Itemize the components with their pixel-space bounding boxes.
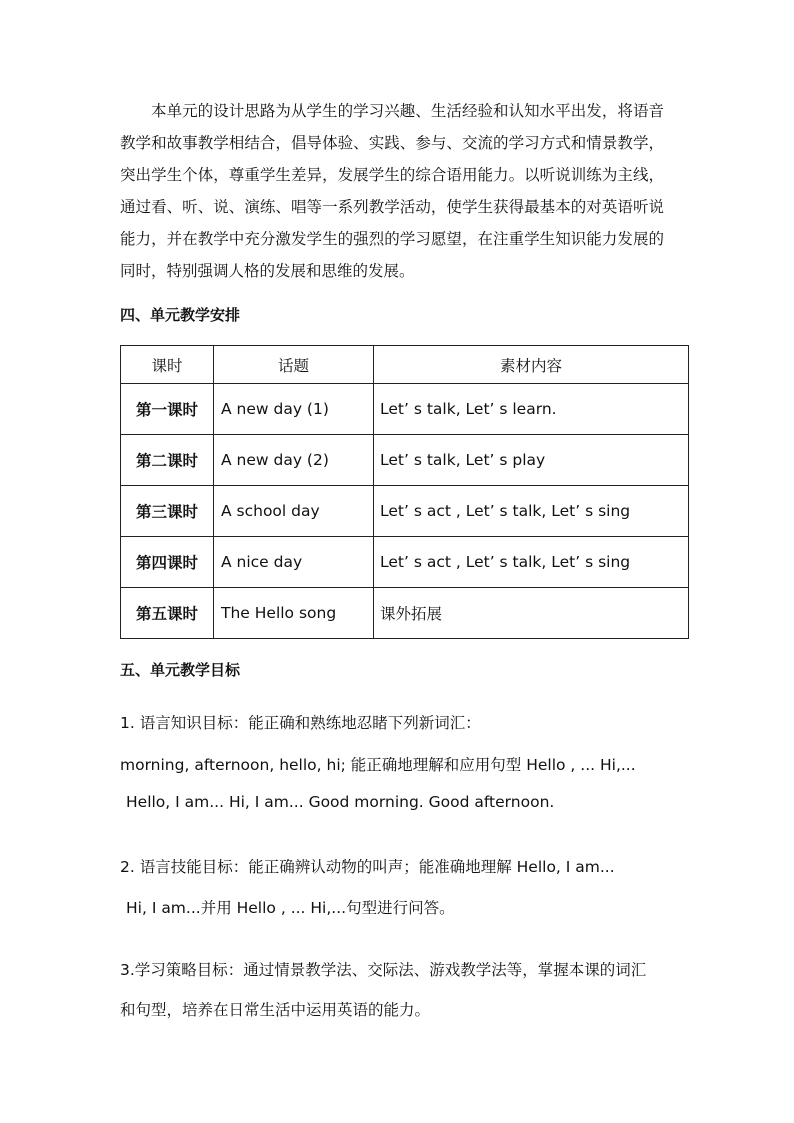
intro-paragraph	[120, 95, 664, 287]
period-cell: 第二课时	[121, 435, 214, 486]
schedule-table	[120, 345, 689, 639]
topic-cell: A new day (1)	[214, 384, 374, 435]
period-cell: 第三课时	[121, 486, 214, 537]
period-cell: 第五课时	[121, 588, 214, 639]
material-cell: Let’ s talk, Let’ s play	[374, 435, 689, 486]
header-material: 素材内容	[374, 346, 689, 384]
section-5-title: 五、单元教学目标	[120, 661, 241, 679]
table-row	[121, 435, 689, 486]
material-cell: 课外拓展	[374, 588, 689, 639]
table-row	[121, 384, 689, 435]
goal-2-line-2: Hi, I am...并用 Hello , ... Hi,...句型进行问答。	[126, 899, 455, 917]
section-4-title: 四、单元教学安排	[120, 306, 241, 324]
material-cell: Let’ s act , Let’ s talk, Let’ s sing	[374, 537, 689, 588]
topic-cell: The Hello song	[214, 588, 374, 639]
period-cell: 第四课时	[121, 537, 214, 588]
topic-cell: A nice day	[214, 537, 374, 588]
topic-cell: A school day	[214, 486, 374, 537]
topic-cell: A new day (2)	[214, 435, 374, 486]
goal-3-line-2: 和句型，培养在日常生活中运用英语的能力。	[120, 1001, 431, 1019]
goal-1-line-1: 1. 语言知识目标：能正确和熟练地忍睹下列新词汇：	[120, 714, 481, 732]
period-cell: 第一课时	[121, 384, 214, 435]
header-period: 课时	[121, 346, 214, 384]
material-cell: Let’ s act , Let’ s talk, Let’ s sing	[374, 486, 689, 537]
table-row	[121, 486, 689, 537]
intro-text: 本单元的设计思路为从学生的学习兴趣、生活经验和认知水平出发，将语音教学和故事教学相结合，倡导体验、实践、参与、交流的学习方式和情景教学，突出学生个体，尊重学生差异，发展学生的综合语用能力。以听说训练为主线，通过看、听、说、演练、唱等一系列教学活动，使学生获得最基本的对英语听说能力，并在教学中充分激发学生的强烈的学习愿望，在注重学生知识能力发展的同时，特别强调人格的发展和思维的发展。	[120, 102, 664, 280]
header-topic: 话题	[214, 346, 374, 384]
table-row	[121, 537, 689, 588]
goal-2-line-1: 2. 语言技能目标：能正确辨认动物的叫声；能准确地理解 Hello, I am...	[120, 858, 615, 876]
goal-1-line-2: morning, afternoon, hello, hi; 能正确地理解和应用句型 Hello , ... Hi,...	[120, 756, 636, 774]
table-row	[121, 588, 689, 639]
goal-3-line-1: 3.学习策略目标：通过情景教学法、交际法、游戏教学法等，掌握本课的词汇	[120, 961, 647, 979]
table-header-row	[121, 346, 689, 384]
material-cell: Let’ s talk, Let’ s learn.	[374, 384, 689, 435]
goal-1-line-3: Hello, I am... Hi, I am... Good morning. Good afternoon.	[126, 793, 555, 811]
